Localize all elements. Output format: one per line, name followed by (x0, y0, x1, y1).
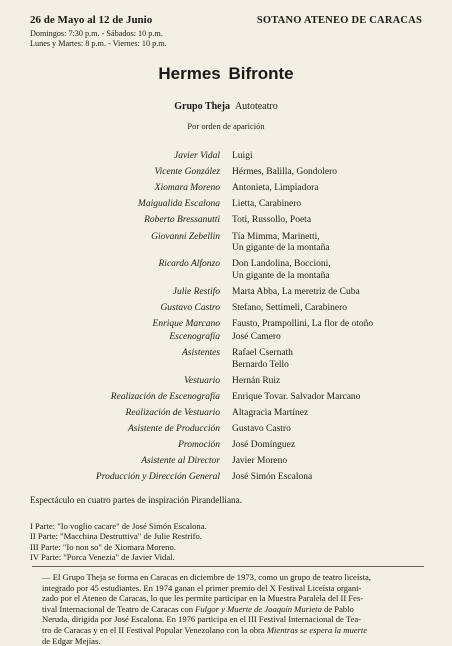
cast-row-value-line: Tía Mimma, Marinetti, (232, 231, 320, 242)
crew-row-value (232, 332, 281, 344)
crew-row-value (232, 376, 280, 388)
cast-row-value-line: Un gigante de la montaña (232, 243, 330, 253)
crew-row-value (232, 348, 293, 371)
crew-row-value-line: José Domínguez (232, 440, 296, 451)
order-note: Por orden de aparición (187, 121, 265, 131)
crew-row-value (232, 424, 291, 436)
cast-row-value-line: Luigi (232, 151, 253, 161)
crew-row-value-line: Enrique Tovar. Salvador Marcano (232, 391, 361, 402)
schedule-line: Domingos: 7:30 p.m. - Sábados: 10 p.m. (30, 29, 163, 38)
cast-row-label: Enrique Marcano (152, 318, 220, 329)
cast-row-value-line: Don Landolina, Boccioni, (232, 259, 331, 270)
spectacle-note: Espectáculo en cuatro partes de inspiración Pirandelliana. (30, 495, 242, 505)
work-title: Mientras se espera la muerte (266, 624, 368, 635)
cast-row-value (232, 303, 347, 315)
crew-row-value (232, 440, 295, 452)
part-item: III Parte: "Io non so" de Xiomara Moreno. (30, 541, 176, 552)
history-line: — El Grupo Theja se forma en Caracas en diciembre de 1973, como un grupo de teatro liceísta, (42, 572, 371, 582)
crew-row-value (232, 472, 312, 484)
cast-row-value-line: Antonieta, Limpiadora (232, 183, 319, 194)
cast-row-value-line: Un gigante de la montaña (232, 270, 330, 281)
history-line: integrado por 45 estudiantes. En 1974 ganan el primer premio del X Festival Liceísta organi- (42, 582, 362, 593)
history-line: zado por el Ateneo de Caracas, lo que les permite participar en la Muestra Paralela del II Fes- (42, 593, 364, 604)
crew-row-label: Asistente al Director (141, 456, 220, 467)
cast-row-label: Roberto Bressanutti (144, 215, 220, 226)
crew-row-label: Escenografía (169, 332, 220, 342)
group-history (42, 572, 442, 646)
crew-row-value-line: Rafael Csernath (232, 348, 293, 359)
crew-row-value-line: Hernán Ruiz (232, 375, 281, 386)
cast-row-value (232, 232, 330, 255)
cast-row-value-line: Stefano, Settimeli, Carabinero (232, 302, 348, 313)
cast-row-value (232, 259, 331, 282)
venue: SOTANO ATENEO DE CARACAS (256, 15, 422, 26)
schedule-line: Lunes y Martes: 8 p.m. - Viernes: 10 p.m. (30, 39, 167, 49)
play-title: Hermes Bifronte (158, 64, 294, 83)
cast-row-label: Gustavo Castro (160, 302, 220, 313)
crew-row-label: Asistentes (182, 348, 220, 359)
cast-row-label: Xiomara Moreno (154, 183, 220, 194)
group-name: Grupo Theja (174, 101, 230, 112)
cast-row-label: Giovanni Zebellin (151, 231, 220, 242)
parts-list (30, 521, 207, 563)
cast-row-value-line: Toti, Russollo, Poeta (232, 215, 312, 226)
crew-row-label: Realización de Escenografía (110, 391, 220, 402)
crew-row-value-line: José Simón Escalona (232, 472, 313, 483)
cast-row-value-line: Marta Abba, La meretriz de Cuba (232, 286, 360, 297)
crew-row-label: Producción y Dirección General (95, 472, 220, 483)
part-item: I Parte: "Io voglio cacare" de José Simón Escalona. (30, 521, 207, 531)
cast-row-value (232, 183, 319, 195)
crew-row-label: Promoción (178, 440, 220, 451)
crew-row-label: Vestuario (184, 375, 220, 386)
crew-row-label: Asistente de Producción (128, 424, 220, 434)
group-line (0, 101, 452, 112)
history-line: tival Internacional de Teatro de Caracas con Fulgor y Muerte de Joaquín Murieta de Pablo (42, 603, 354, 614)
crew-row-value (232, 456, 287, 468)
cast-row-label: Julie Restifo (172, 286, 220, 297)
group-type: Autoteatro (234, 101, 278, 112)
crew-row-value-line: Gustavo Castro (232, 424, 291, 434)
crew-row-label: Realización de Vestuario (125, 407, 220, 418)
work-title: Fulgor y Muerte de Joaquín Murieta (195, 603, 322, 614)
cast-row-value (232, 287, 360, 299)
cast-row-label: Javier Vidal (174, 151, 220, 161)
cast-row-value-line: Lietta, Carabinero (232, 199, 302, 210)
history-line: tro de Caracas y en el II Festival Popular Venezolano con la obra Mientras se espera la muerte (42, 624, 368, 635)
cast-row-value (232, 151, 253, 163)
crew-row-value (232, 408, 308, 420)
cast-row-value (232, 167, 337, 179)
cast-row-value (232, 215, 311, 227)
performance-dates: 26 de Mayo al 12 de Junio (30, 14, 153, 26)
cast-row-label: Ricardo Alfonzo (158, 259, 220, 270)
crew-row-value-line: Javier Moreno (232, 456, 288, 467)
part-item: II Parte: "Macchina Destruttiva" de Julie Restrifo. (30, 531, 202, 542)
crew-row-value-line: Altagracia Martínez (232, 407, 309, 418)
cast-row-label: Maigualida Escalona (137, 199, 220, 210)
history-line: de Edgar Mejías. (42, 635, 101, 646)
crew-row-value (232, 392, 360, 404)
part-item: IV Parte: "Porca Venezia" de Javier Vidal. (30, 552, 175, 563)
divider (32, 566, 424, 567)
cast-row-value (232, 319, 373, 331)
crew-row-value-line: Bernardo Tello (232, 359, 289, 370)
cast-row-value-line: Fausto, Prampollini, La flor de otoño (232, 318, 374, 329)
crew-row-value-line: José Camero (232, 332, 281, 342)
schedule (30, 29, 167, 49)
cast-row-value-line: Hérmes, Balilla, Gondolero (232, 167, 338, 178)
cast-row-label: Vicente González (154, 167, 220, 178)
cast-row-value (232, 199, 301, 211)
history-line: Neruda, dirigida por José Escalona. En 1976 participa en el III Festival Internacional de Tea- (42, 614, 362, 625)
